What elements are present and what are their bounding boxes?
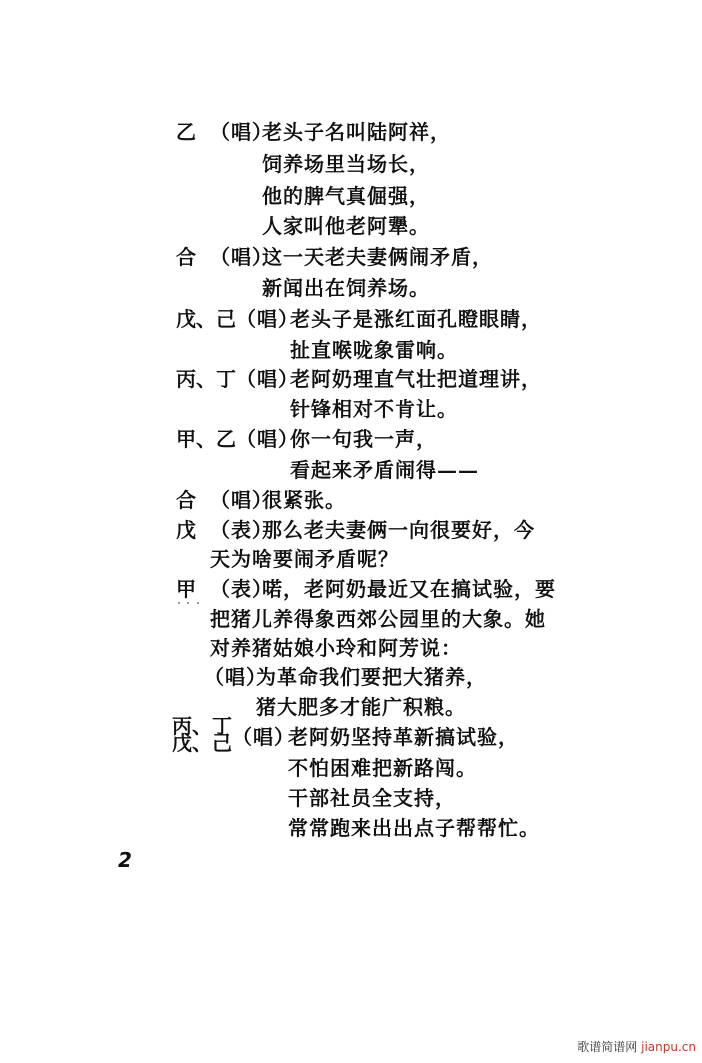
lyric-line: 猪大肥多才能广积粮。 [256, 695, 466, 719]
narration-line: 把猪儿养得象西郊公园里的大象。她 [210, 607, 546, 631]
watermark-en: jianpu.cn [641, 1040, 696, 1054]
narration-line: 对养猪姑娘小玲和阿芳说： [210, 636, 462, 660]
lyric-line: 看起来矛盾闹得—— [290, 458, 479, 482]
stage-cue: （唱） [232, 725, 295, 749]
lyric-line: 不怕困难把新路闯。 [288, 756, 477, 780]
stage-cue: （唱） [210, 245, 273, 269]
lyric-line: 饲养场里当场长， [262, 152, 430, 176]
speaker-label: 合 [176, 488, 196, 512]
lyric-line: 老头子是涨红面孔瞪眼睛， [290, 307, 542, 331]
stage-cue: （唱） [236, 427, 299, 451]
lyric-line: 常常跑来出出点子帮帮忙。 [288, 816, 540, 840]
lyric-line: 针锋相对不肯让。 [290, 397, 458, 421]
stage-cue: （唱） [204, 665, 267, 689]
print-specks [176, 600, 206, 606]
stage-cue: （表） [210, 577, 273, 601]
lyric-line: 老头子名叫陆阿祥， [262, 120, 451, 144]
site-watermark [577, 1038, 696, 1055]
lyric-line: 为革命我们要把大猪养， [256, 665, 487, 689]
lyric-line: 这一天老夫妻俩闹矛盾， [262, 245, 493, 269]
speaker-label: 戊、己 [176, 307, 236, 331]
lyric-line: 他的脾气真倔强， [262, 184, 430, 208]
lyric-line: 老阿奶坚持革新搞试验， [288, 725, 519, 749]
speaker-label: 合 [176, 245, 196, 269]
speaker-label-bottom: 戊、己 [172, 731, 232, 755]
stage-cue: （唱） [236, 307, 299, 331]
speaker-label: 戊 [176, 518, 196, 542]
stage-cue: （唱） [210, 488, 273, 512]
lyric-line: 老阿奶理直气壮把道理讲， [290, 367, 542, 391]
watermark-cn: 歌谱简谱网 [577, 1040, 638, 1054]
lyric-line: 很紧张。 [262, 488, 346, 512]
speaker-label: 甲、乙 [176, 427, 236, 451]
speaker-label: 丙、丁 [176, 367, 236, 391]
stage-cue: （唱） [236, 367, 299, 391]
lyric-line: 干部社员全支持， [288, 786, 456, 810]
stage-cue: （唱） [210, 120, 273, 144]
narration-line: 天为啥要闹矛盾呢？ [210, 547, 399, 571]
lyric-line: 人家叫他老阿犟。 [262, 214, 430, 238]
speaker-label-top: 丙、丁 [172, 714, 232, 738]
speaker-label: 乙 [176, 120, 196, 144]
stage-cue: （表） [210, 518, 273, 542]
page-number: 2 [118, 848, 132, 872]
narration-line: 喏，老阿奶最近又在搞试验，要 [262, 577, 556, 601]
lyric-line: 新闻出在饲养场。 [262, 276, 430, 300]
narration-line: 那么老夫妻俩一向很要好，今 [262, 518, 535, 542]
lyric-line: 扯直喉咙象雷响。 [290, 338, 458, 362]
lyric-line: 你一句我一声， [290, 427, 437, 451]
speaker-label: 甲 [176, 577, 196, 601]
